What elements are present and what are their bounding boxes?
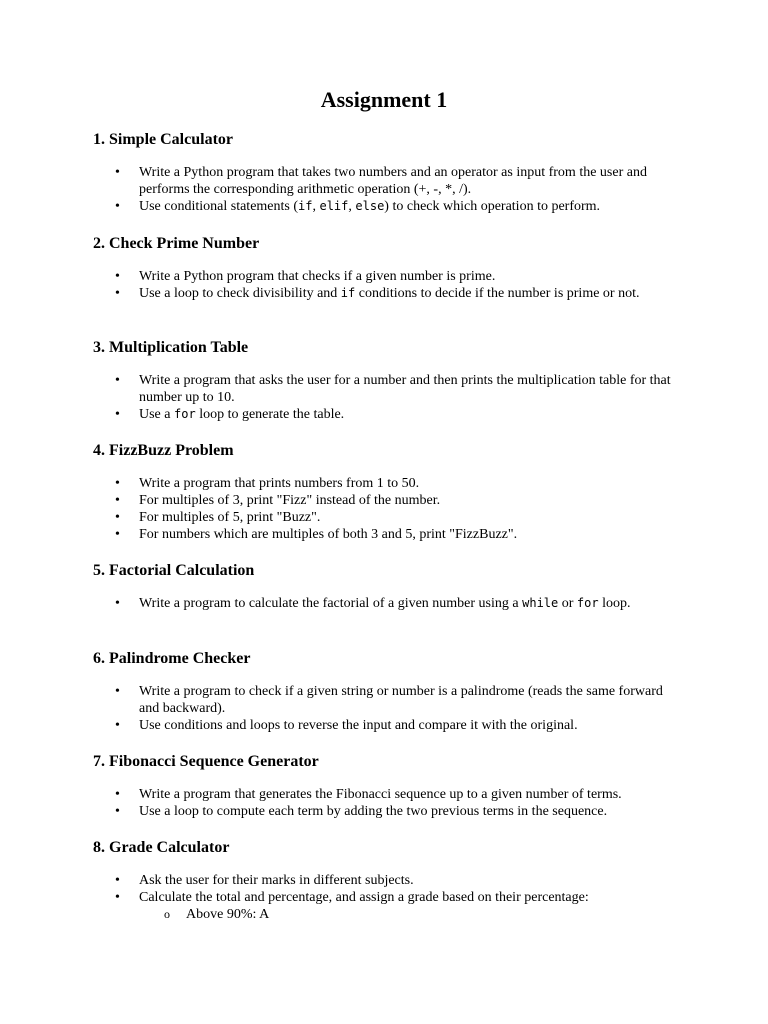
- item-text: ,: [312, 199, 320, 214]
- bullet-list: [93, 268, 683, 302]
- code-keyword: if: [298, 199, 313, 213]
- list-item: [93, 786, 679, 803]
- list-item: [93, 406, 679, 423]
- bullet-list: [93, 595, 683, 612]
- item-text: ,: [348, 199, 356, 214]
- item-text: Write a program to check if a given string or number is a palindrome (reads the same forward and backward).: [139, 684, 663, 716]
- bullet-icon: •: [115, 407, 120, 422]
- item-text: Use a loop to compute each term by adding the two previous terms in the sequence.: [139, 804, 608, 819]
- section-factorial-calculation: [93, 561, 683, 612]
- bullet-icon: •: [115, 787, 120, 802]
- section-heading: 1. Simple Calculator: [93, 131, 233, 148]
- list-item: [93, 475, 679, 492]
- bullet-icon: •: [115, 269, 120, 284]
- bullet-icon: •: [115, 684, 120, 699]
- section-fibonacci-generator: [93, 752, 683, 820]
- item-text: Use conditions and loops to reverse the input and compare it with the original.: [139, 718, 578, 733]
- item-text: For multiples of 5, print "Buzz".: [139, 510, 321, 525]
- code-keyword: else: [355, 199, 385, 213]
- list-item: [93, 492, 679, 509]
- item-text: or: [558, 596, 577, 611]
- list-item: [93, 595, 679, 612]
- item-text: loop.: [598, 596, 631, 611]
- section-heading: 2. Check Prime Number: [93, 235, 260, 252]
- item-text: Above 90%: A: [186, 907, 270, 922]
- list-item: [93, 198, 679, 215]
- item-text: For numbers which are multiples of both 3 and 5, print "FizzBuzz".: [139, 527, 518, 542]
- item-text: Calculate the total and percentage, and assign a grade based on their percentage:: [139, 890, 589, 905]
- item-text: conditions to decide if the number is prime or not.: [355, 286, 640, 301]
- item-text: Ask the user for their marks in different subjects.: [139, 873, 414, 888]
- section-heading: 7. Fibonacci Sequence Generator: [93, 753, 319, 770]
- item-text: Write a Python program that takes two numbers and an operator as input from the user and performs the corresponding arithmetic operation (+, -, *, /).: [139, 165, 647, 197]
- bullet-icon: •: [115, 596, 120, 611]
- code-keyword: while: [522, 596, 559, 610]
- section-heading: 4. FizzBuzz Problem: [93, 442, 234, 459]
- bullet-icon: •: [115, 286, 120, 301]
- item-text: Write a program that asks the user for a number and then prints the multiplication table for that number up to 10.: [139, 373, 671, 405]
- bullet-icon: •: [115, 199, 120, 214]
- section-grade-calculator: [93, 838, 683, 923]
- item-text: Write a program that generates the Fibonacci sequence up to a given number of terms.: [139, 787, 622, 802]
- section-heading: 6. Palindrome Checker: [93, 650, 251, 667]
- list-item: [93, 372, 679, 406]
- item-text: loop to generate the table.: [195, 407, 345, 422]
- section-fizzbuzz-problem: [93, 441, 683, 543]
- item-text: Use conditional statements (: [139, 199, 299, 214]
- list-item: [93, 268, 679, 285]
- code-keyword: for: [174, 407, 196, 421]
- bullet-icon: •: [115, 718, 120, 733]
- code-keyword: elif: [319, 199, 349, 213]
- list-item: [93, 803, 679, 820]
- bullet-icon: •: [115, 476, 120, 491]
- list-item: [93, 872, 679, 889]
- list-item: [93, 164, 679, 198]
- list-item: [93, 509, 679, 526]
- bullet-icon: •: [115, 493, 120, 508]
- list-item: [93, 717, 679, 734]
- item-text: Use a loop to check divisibility and: [139, 286, 341, 301]
- page-title: Assignment 1: [320, 87, 448, 112]
- item-text: Use a: [139, 407, 174, 422]
- section-heading: 8. Grade Calculator: [93, 839, 230, 856]
- bullet-list: [93, 683, 683, 734]
- item-text: ) to check which operation to perform.: [384, 199, 601, 214]
- sub-bullet-icon: o: [164, 907, 170, 921]
- bullet-icon: •: [115, 527, 120, 542]
- section-check-prime-number: [93, 234, 683, 302]
- list-item: [93, 526, 679, 543]
- code-keyword: for: [576, 596, 599, 610]
- bullet-list: [93, 475, 683, 543]
- item-text: Write a program that prints numbers from 1 to 50.: [139, 476, 420, 491]
- bullet-icon: •: [115, 510, 120, 525]
- bullet-list: [93, 164, 683, 215]
- section-heading: 3. Multiplication Table: [93, 339, 249, 356]
- section-heading: 5. Factorial Calculation: [93, 562, 255, 579]
- bullet-icon: •: [115, 804, 120, 819]
- bullet-list: [93, 872, 683, 923]
- section-simple-calculator: [93, 130, 683, 215]
- code-keyword: if: [340, 286, 356, 300]
- section-palindrome-checker: [93, 649, 683, 734]
- section-multiplication-table: [93, 338, 683, 423]
- item-text: Write a program to calculate the factorial of a given number using a: [139, 596, 523, 611]
- sub-list-item: [93, 906, 679, 923]
- bullet-list: [93, 786, 683, 820]
- item-text: Write a Python program that checks if a given number is prime.: [139, 269, 496, 284]
- bullet-icon: •: [115, 873, 120, 888]
- bullet-icon: •: [115, 165, 120, 180]
- item-text: For multiples of 3, print "Fizz" instead of the number.: [139, 493, 441, 508]
- list-item: [93, 889, 679, 906]
- bullet-list: [93, 372, 683, 423]
- bullet-icon: •: [115, 890, 120, 905]
- list-item: [93, 285, 679, 302]
- bullet-icon: •: [115, 373, 120, 388]
- list-item: [93, 683, 679, 717]
